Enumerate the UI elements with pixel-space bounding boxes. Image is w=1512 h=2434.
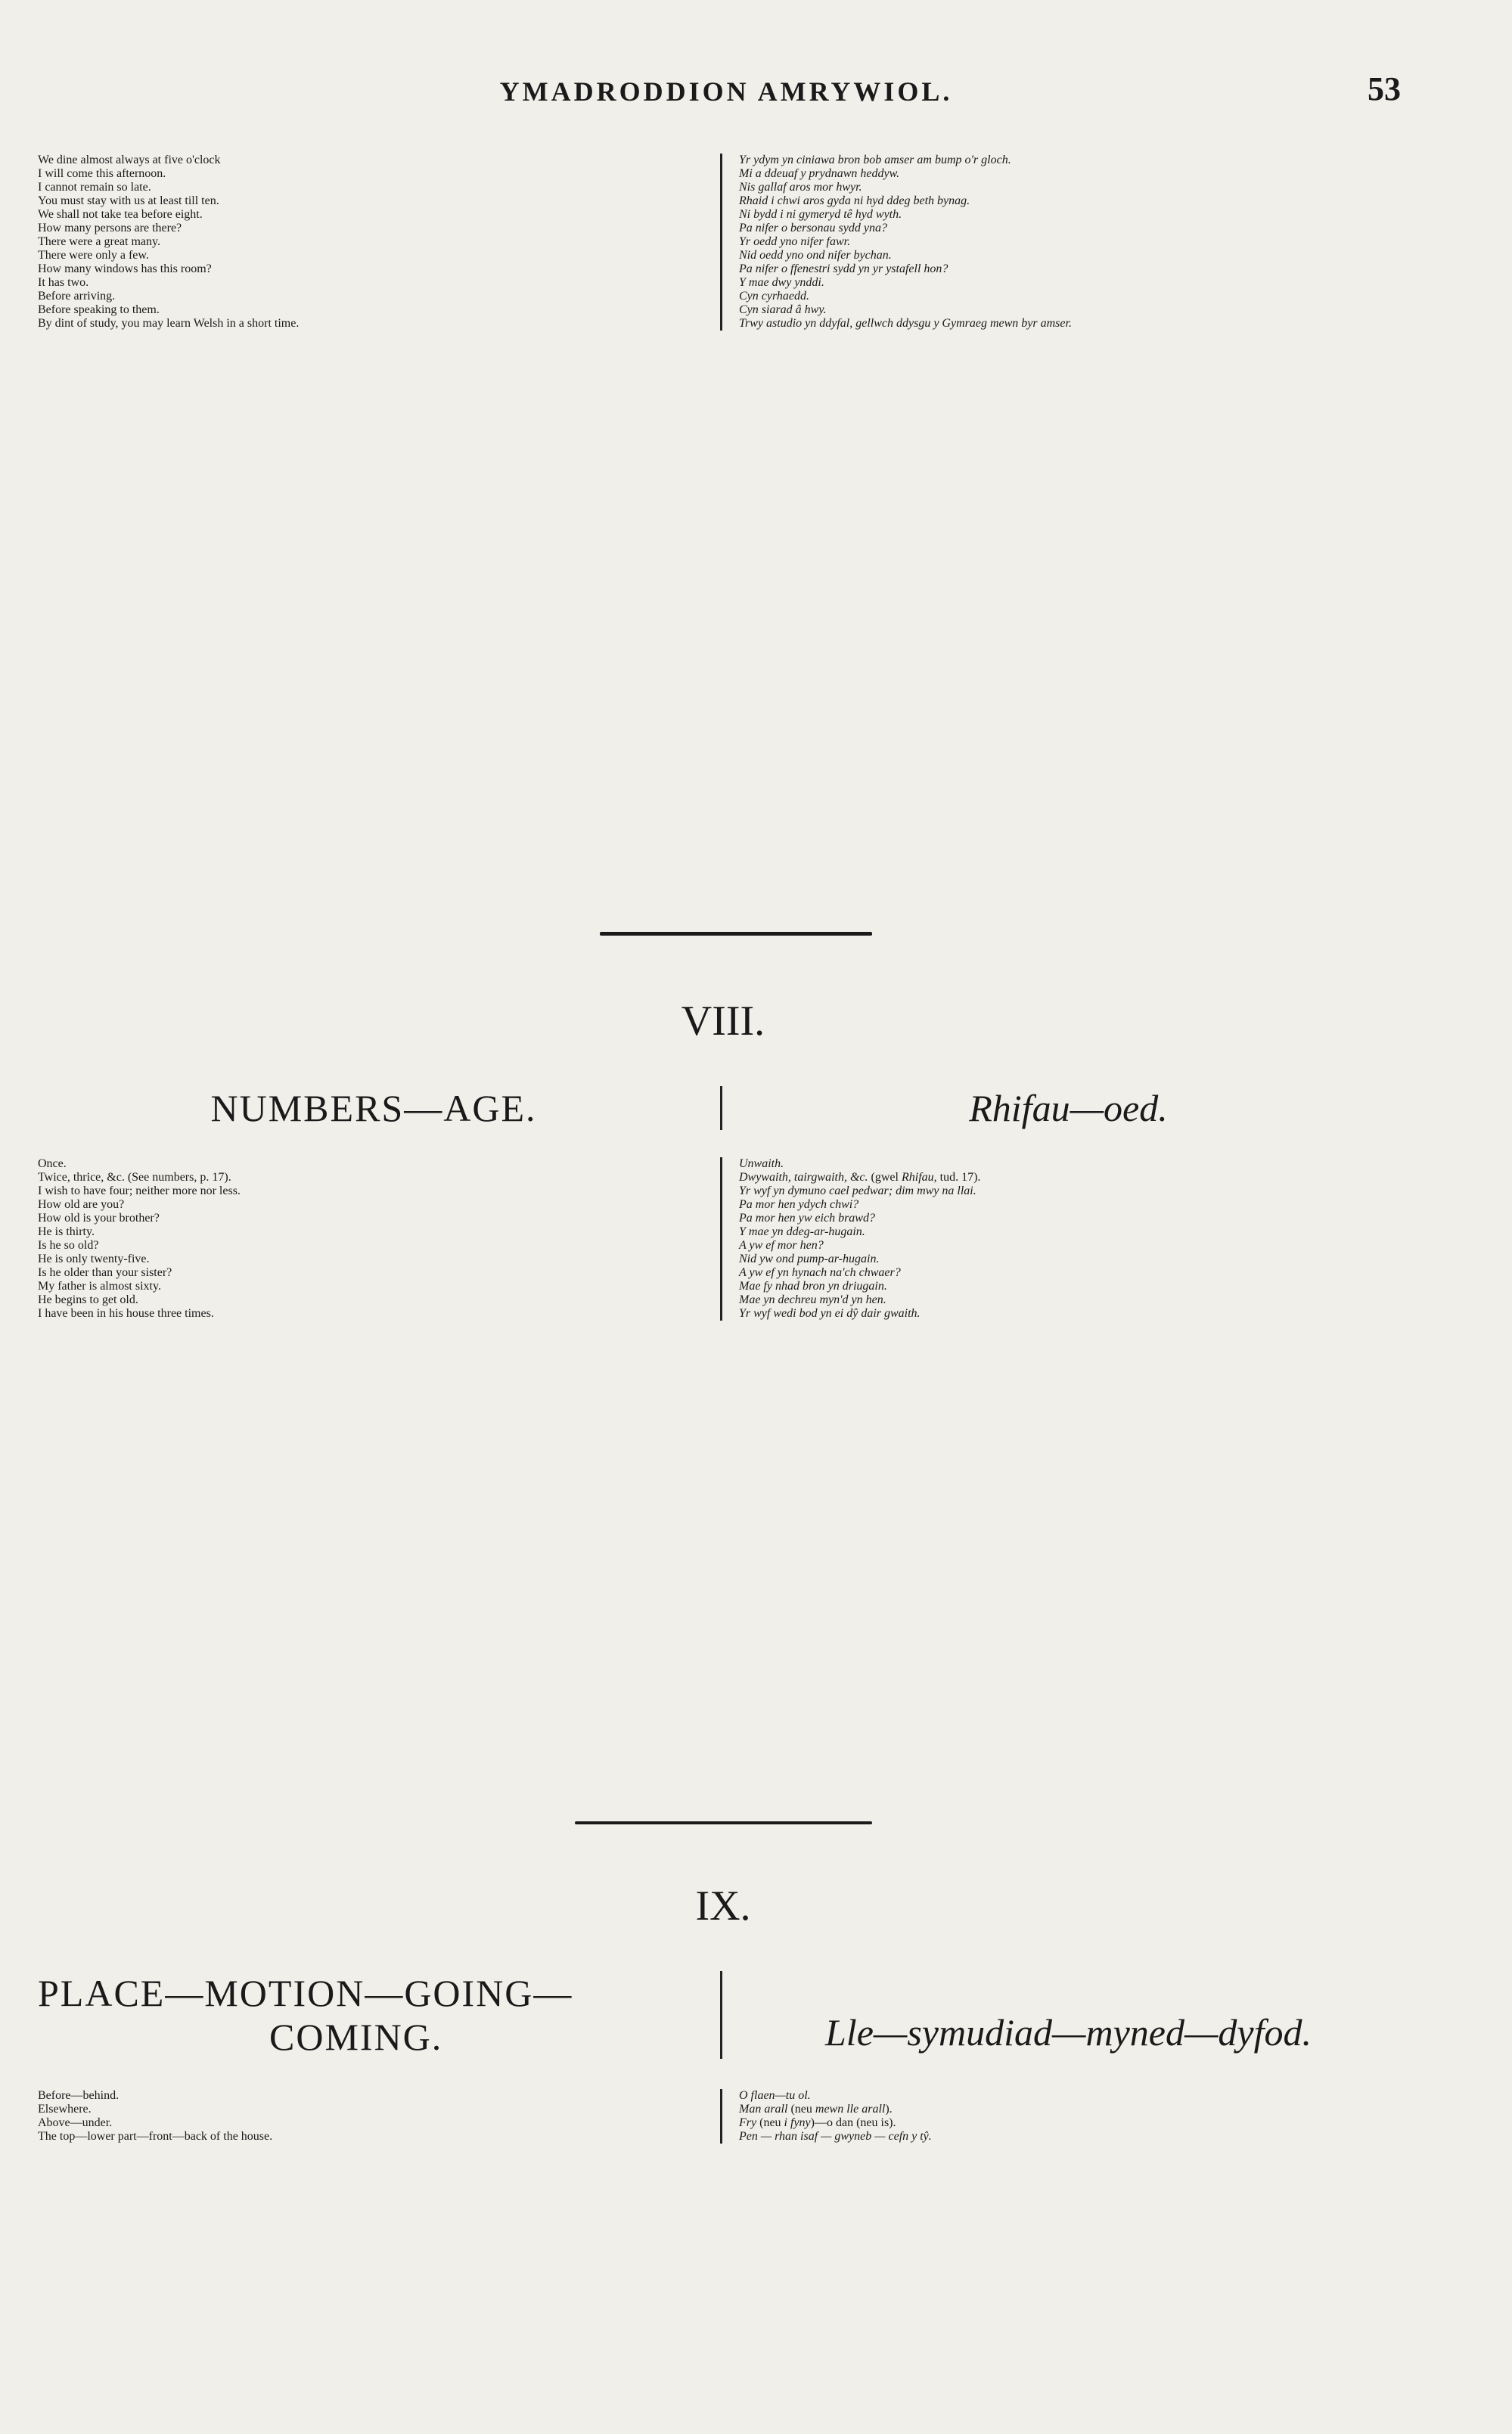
welsh-phrase: Nid yw ond pump-ar-hugain. — [720, 1253, 1414, 1266]
welsh-roman: (neu — [787, 2103, 815, 2116]
english-phrase: Elsewhere. — [38, 2103, 92, 2116]
welsh-italic: Rhifau, — [901, 1171, 937, 1184]
welsh-italic: i fyny — [784, 2116, 811, 2129]
phrase-row — [38, 1184, 1414, 1198]
phrase-row — [38, 249, 1414, 262]
english-phrase: Is he older than your sister? — [38, 1266, 172, 1279]
english-phrase: He is thirty. — [38, 1225, 95, 1238]
english-phrase: The top—lower part—front—back of the house. — [38, 2130, 273, 2143]
welsh-phrase: Rhaid i chwi aros gyda ni hyd ddeg beth bynag. — [720, 194, 1414, 208]
phrase-row — [38, 208, 1414, 222]
phrase-row — [38, 2103, 1414, 2116]
welsh-phrase: Yr wyf yn dymuno cael pedwar; dim mwy na llai. — [720, 1184, 1414, 1198]
english-phrase: He is only twenty-five. — [38, 1253, 150, 1265]
running-head: YMADRODDION AMRYWIOL. — [499, 76, 953, 107]
phrase-row — [38, 1253, 1414, 1266]
english-phrase: There were only a few. — [38, 249, 149, 262]
welsh-phrase: Mae fy nhad bron yn driugain. — [720, 1280, 1414, 1293]
welsh-phrase: Pa mor hen ydych chwi? — [720, 1198, 1414, 1212]
english-phrase: I cannot remain so late. — [38, 181, 151, 194]
english-phrase: Before speaking to them. — [38, 303, 160, 316]
phrase-row — [38, 1239, 1414, 1253]
english-phrase: It has two. — [38, 276, 89, 289]
phrase-row — [38, 1157, 1414, 1171]
english-phrase: There were a great many. — [38, 235, 160, 248]
english-phrase: Above—under. — [38, 2116, 113, 2129]
welsh-phrase — [720, 2116, 1414, 2130]
phrase-row — [38, 1198, 1414, 1212]
heading-english-line-2: COMING. — [269, 2016, 443, 2058]
phrase-row — [38, 2130, 1414, 2144]
welsh-roman: (neu — [756, 2116, 784, 2129]
phrase-row — [38, 167, 1414, 181]
welsh-phrase: Cyn siarad â hwy. — [720, 303, 1414, 317]
phrase-row — [38, 290, 1414, 303]
welsh-phrase — [720, 2103, 1414, 2116]
welsh-italic: Dwywaith, tairgwaith, &c. — [739, 1171, 868, 1184]
phrase-row — [38, 1225, 1414, 1239]
phrase-row — [38, 1171, 1414, 1184]
phrase-row — [38, 1212, 1414, 1225]
heading-welsh: Rhifau—oed. — [720, 1086, 1414, 1130]
welsh-phrase — [720, 1171, 1414, 1184]
welsh-phrase: Pa mor hen yw eich brawd? — [720, 1212, 1414, 1225]
english-phrase: Before—behind. — [38, 2089, 120, 2102]
phrase-row — [38, 1280, 1414, 1293]
welsh-phrase: Trwy astudio yn ddyfal, gellwch ddysgu y Gymraeg mewn byr amser. — [720, 317, 1414, 331]
welsh-phrase: Y mae yn ddeg-ar-hugain. — [720, 1225, 1414, 1239]
welsh-italic: mewn lle arall — [815, 2103, 886, 2116]
section-viii — [38, 1086, 1414, 1321]
english-phrase: How many windows has this room? — [38, 262, 212, 275]
welsh-roman: tud. 17). — [936, 1171, 981, 1184]
heading-welsh: Lle—symudiad—myned—dyfod. — [720, 1971, 1414, 2059]
section-divider — [575, 1821, 872, 1824]
welsh-phrase: Cyn cyrhaedd. — [720, 290, 1414, 303]
section-top — [38, 154, 1414, 331]
welsh-phrase: Mae yn dechreu myn'd yn hen. — [720, 1293, 1414, 1307]
english-phrase: My father is almost sixty. — [38, 1280, 161, 1293]
english-phrase: How old are you? — [38, 1198, 125, 1211]
phrase-row — [38, 2116, 1414, 2130]
phrase-row — [38, 276, 1414, 290]
english-phrase: I will come this afternoon. — [38, 167, 166, 180]
section-headings — [38, 1971, 1414, 2059]
phrase-row — [38, 235, 1414, 249]
phrase-row — [38, 154, 1414, 167]
welsh-phrase: Yr oedd yno nifer fawr. — [720, 235, 1414, 249]
welsh-phrase: Nid oedd yno ond nifer bychan. — [720, 249, 1414, 262]
phrase-row — [38, 1293, 1414, 1307]
welsh-italic: Man arall — [739, 2103, 788, 2116]
english-phrase: How many persons are there? — [38, 222, 182, 234]
english-phrase: How old is your brother? — [38, 1212, 160, 1225]
section-numeral-viii: VIII. — [681, 998, 765, 1045]
english-phrase: Before arriving. — [38, 290, 116, 303]
phrase-row — [38, 222, 1414, 235]
welsh-phrase: O flaen—tu ol. — [720, 2089, 1414, 2103]
welsh-phrase: A yw ef yn hynach na'ch chwaer? — [720, 1266, 1414, 1280]
phrase-row — [38, 2089, 1414, 2103]
heading-english — [38, 1971, 720, 2059]
english-phrase: Is he so old? — [38, 1239, 99, 1252]
section-divider — [600, 932, 872, 936]
phrase-row — [38, 1266, 1414, 1280]
section-ix — [38, 1971, 1414, 2144]
phrase-row — [38, 262, 1414, 276]
welsh-phrase: Unwaith. — [720, 1157, 1414, 1171]
page-number: 53 — [1368, 70, 1401, 107]
phrase-row — [38, 194, 1414, 208]
welsh-phrase: Pen — rhan isaf — gwyneb — cefn y tŷ. — [720, 2130, 1414, 2144]
phrase-row — [38, 317, 1414, 331]
welsh-phrase: Nis gallaf aros mor hwyr. — [720, 181, 1414, 194]
welsh-phrase: A yw ef mor hen? — [720, 1239, 1414, 1253]
welsh-phrase: Yr ydym yn ciniawa bron bob amser am bump o'r gloch. — [720, 154, 1414, 167]
welsh-roman: ). — [885, 2103, 893, 2116]
english-phrase: Twice, thrice, &c. (See numbers, p. 17). — [38, 1171, 231, 1184]
english-phrase: By dint of study, you may learn Welsh in a short time. — [38, 317, 300, 330]
heading-english: NUMBERS—AGE. — [210, 1087, 537, 1129]
english-phrase: We shall not take tea before eight. — [38, 208, 203, 221]
welsh-phrase: Yr wyf wedi bod yn ei dŷ dair gwaith. — [720, 1307, 1414, 1321]
english-phrase: You must stay with us at least till ten. — [38, 194, 219, 207]
welsh-phrase: Pa nifer o bersonau sydd yna? — [720, 222, 1414, 235]
welsh-phrase: Mi a ddeuaf y prydnawn heddyw. — [720, 167, 1414, 181]
welsh-phrase: Y mae dwy ynddi. — [720, 276, 1414, 290]
english-phrase: He begins to get old. — [38, 1293, 138, 1306]
english-phrase: We dine almost always at five o'clock — [38, 154, 221, 166]
section-headings — [38, 1086, 1414, 1130]
english-phrase: I wish to have four; neither more nor less. — [38, 1184, 241, 1197]
section-numeral-ix: IX. — [695, 1883, 751, 1930]
welsh-roman: (gwel — [868, 1171, 902, 1184]
english-phrase: I have been in his house three times. — [38, 1307, 214, 1320]
welsh-phrase: Pa nifer o ffenestri sydd yn yr ystafell hon? — [720, 262, 1414, 276]
phrase-row — [38, 303, 1414, 317]
heading-english-line-1: PLACE—MOTION—GOING— — [38, 1972, 573, 2014]
english-phrase: Once. — [38, 1157, 67, 1170]
phrase-row — [38, 1307, 1414, 1321]
welsh-italic: Fry — [739, 2116, 757, 2129]
phrase-row — [38, 181, 1414, 194]
welsh-phrase: Ni bydd i ni gymeryd tê hyd wyth. — [720, 208, 1414, 222]
welsh-roman: )—o dan (neu is). — [810, 2116, 896, 2129]
